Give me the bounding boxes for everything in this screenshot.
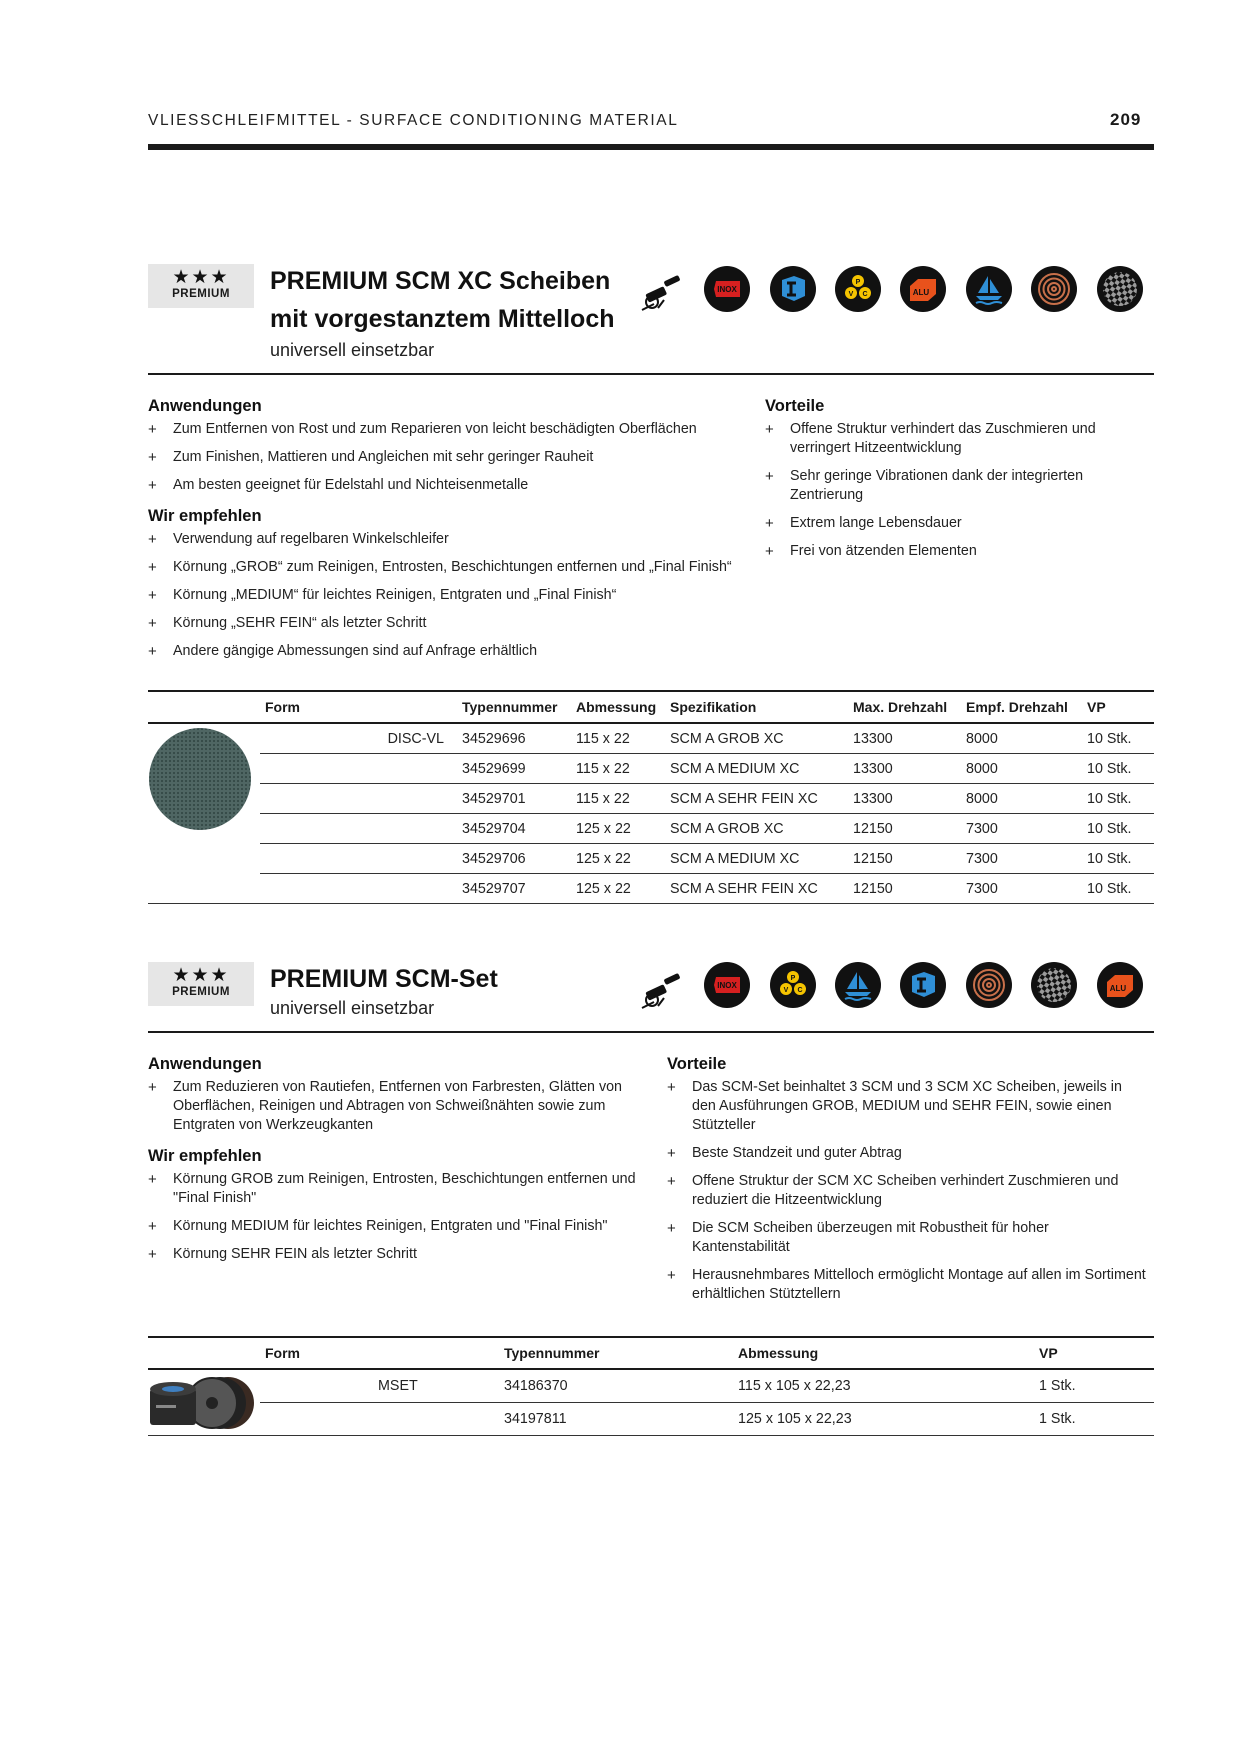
svg-text:C: C (862, 291, 868, 298)
col-header-typennummer: Typennummer (504, 1337, 738, 1369)
col-header-empf-drehzahl: Empf. Drehzahl (966, 691, 1087, 723)
page-number: 209 (1110, 110, 1142, 129)
col-header-max-drehzahl: Max. Drehzahl (853, 691, 966, 723)
list-item: + Die SCM Scheiben überzeugen mit Robustheit für hoher Kantenstabilität (667, 1219, 1147, 1257)
col-header-vp: VP (1039, 1337, 1154, 1369)
angle-grinder-icon (640, 268, 686, 319)
list-item: + Körnung MEDIUM für leichtes Reinigen, Entgraten und "Final Finish" (148, 1217, 658, 1236)
premium-badge (148, 264, 254, 308)
vorteile-heading: Vorteile (667, 1055, 727, 1073)
cell-empf-drehzahl: 7300 (966, 844, 1087, 874)
anwendungen-heading: Anwendungen (148, 1055, 262, 1073)
col-header-form: Form (148, 1337, 504, 1369)
cell-empf-drehzahl: 8000 (966, 754, 1087, 784)
list-item: + Sehr geringe Vibrationen dank der integrierten Zentrierung (765, 467, 1125, 505)
table-row (148, 754, 1154, 784)
pvc-icon (770, 962, 816, 1008)
cell-abmessung: 125 x 22 (576, 844, 670, 874)
composite-icon (1097, 266, 1143, 312)
table-row (148, 723, 1154, 754)
rating-stars-icon: ★★★ (172, 267, 230, 288)
alu-icon (1097, 962, 1143, 1008)
cell-typennummer: 34529701 (462, 784, 576, 814)
cell-typennummer: 34197811 (504, 1403, 738, 1436)
empfehlen-list (148, 1170, 658, 1273)
anwendungen-heading: Anwendungen (148, 397, 262, 415)
svg-text:ALU: ALU (912, 288, 930, 297)
list-item: + Das SCM-Set beinhaltet 3 SCM und 3 SCM XC Scheiben, jeweils in den Ausführungen GROB, MEDIUM und SEHR FEIN, sowie einen Stützteller (667, 1078, 1147, 1135)
cell-abmessung: 125 x 22 (576, 814, 670, 844)
cell-typennummer: 34529707 (462, 874, 576, 904)
cell-abmessung: 115 x 105 x 22,23 (738, 1369, 1039, 1403)
cell-spezifikation: SCM A GROB XC (670, 723, 853, 754)
rating-stars-icon: ★★★ (172, 965, 230, 986)
marine-icon (835, 962, 881, 1008)
cell-typennummer: 34529706 (462, 844, 576, 874)
product-table (148, 1336, 1154, 1436)
marine-icon (966, 266, 1012, 312)
wood-icon (1031, 266, 1077, 312)
pvc-icon (835, 266, 881, 312)
col-header-form: Form (148, 691, 462, 723)
cell-abmessung: 125 x 22 (576, 874, 670, 904)
vorteile-list (765, 420, 1125, 570)
cell-empf-drehzahl: 8000 (966, 723, 1087, 754)
svg-text:P: P (790, 975, 796, 982)
form-label: MSET (260, 1369, 504, 1403)
cell-abmessung: 115 x 22 (576, 754, 670, 784)
list-item: + Am besten geeignet für Edelstahl und Nichteisenmetalle (148, 476, 748, 495)
cell-abmessung: 125 x 105 x 22,23 (738, 1403, 1039, 1436)
cell-empf-drehzahl: 7300 (966, 874, 1087, 904)
cell-max-drehzahl: 13300 (853, 784, 966, 814)
list-item: + Zum Entfernen von Rost und zum Reparieren von leicht beschädigten Oberflächen (148, 420, 748, 439)
anwendungen-list (148, 1078, 648, 1144)
list-item: + Andere gängige Abmessungen sind auf Anfrage erhältlich (148, 642, 768, 661)
list-item: + Extrem lange Lebensdauer (765, 514, 1125, 533)
inox-icon (704, 266, 750, 312)
table-row (148, 814, 1154, 844)
cell-abmessung: 115 x 22 (576, 723, 670, 754)
cell-spezifikation: SCM A SEHR FEIN XC (670, 784, 853, 814)
cell-vp: 10 Stk. (1087, 844, 1154, 874)
product-title: PREMIUM SCM XC Scheiben (270, 267, 611, 295)
section-rule (148, 373, 1154, 375)
svg-text:ALU: ALU (1109, 984, 1127, 993)
svg-text:INOX: INOX (717, 285, 737, 294)
steel-icon (900, 962, 946, 1008)
cell-spezifikation: SCM A MEDIUM XC (670, 844, 853, 874)
table-row (148, 1369, 1154, 1403)
product-subtitle: universell einsetzbar (270, 340, 435, 360)
cell-vp: 10 Stk. (1087, 784, 1154, 814)
header-rule (148, 144, 1154, 150)
list-item: + Körnung „SEHR FEIN“ als letzter Schritt (148, 614, 768, 633)
disc-product-image (148, 727, 252, 831)
cell-max-drehzahl: 13300 (853, 754, 966, 784)
cell-typennummer: 34186370 (504, 1369, 738, 1403)
list-item: + Offene Struktur verhindert das Zuschmieren und verringert Hitzeentwicklung (765, 420, 1125, 458)
cell-typennummer: 34529699 (462, 754, 576, 784)
running-header-title: VLIESSCHLEIFMITTEL - SURFACE CONDITIONING MATERIAL (148, 112, 679, 129)
col-header-typennummer: Typennummer (462, 691, 576, 723)
product-title: PREMIUM SCM-Set (270, 965, 498, 993)
table-row (148, 784, 1154, 814)
cell-spezifikation: SCM A MEDIUM XC (670, 754, 853, 784)
cell-vp: 10 Stk. (1087, 723, 1154, 754)
cell-vp: 10 Stk. (1087, 874, 1154, 904)
cell-spezifikation: SCM A SEHR FEIN XC (670, 874, 853, 904)
vorteile-list (667, 1078, 1147, 1313)
svg-text:INOX: INOX (717, 981, 737, 990)
cell-max-drehzahl: 12150 (853, 874, 966, 904)
premium-badge (148, 962, 254, 1006)
list-item: + Verwendung auf regelbaren Winkelschleifer (148, 530, 768, 549)
col-header-vp: VP (1087, 691, 1154, 723)
premium-badge-label: PREMIUM (172, 986, 230, 998)
empfehlen-heading: Wir empfehlen (148, 507, 262, 525)
form-label: DISC-VL (260, 723, 462, 754)
list-item: + Körnung „GROB“ zum Reinigen, Entrosten, Beschichtungen entfernen und „Final Finish“ (148, 558, 768, 577)
cell-max-drehzahl: 13300 (853, 723, 966, 754)
alu-icon (900, 266, 946, 312)
svg-text:V: V (783, 987, 789, 994)
table-row (148, 874, 1154, 904)
cell-vp: 10 Stk. (1087, 754, 1154, 784)
cell-vp: 1 Stk. (1039, 1403, 1154, 1436)
product-image-cell (148, 723, 260, 904)
cell-empf-drehzahl: 7300 (966, 814, 1087, 844)
col-header-spezifikation: Spezifikation (670, 691, 853, 723)
list-item: + Frei von ätzenden Elementen (765, 542, 1125, 561)
anwendungen-list (148, 420, 748, 504)
set-product-image (148, 1375, 256, 1431)
cell-typennummer: 34529696 (462, 723, 576, 754)
list-item: + Herausnehmbares Mittelloch ermöglicht Montage auf allen im Sortiment erhältlichen Stütztellern (667, 1266, 1147, 1304)
col-header-abmessung: Abmessung (576, 691, 670, 723)
table-row (148, 1403, 1154, 1436)
composite-icon (1031, 962, 1077, 1008)
empfehlen-list (148, 530, 768, 670)
cell-max-drehzahl: 12150 (853, 814, 966, 844)
list-item: + Zum Finishen, Mattieren und Angleichen mit sehr geringer Rauheit (148, 448, 748, 467)
list-item: + Beste Standzeit und guter Abtrag (667, 1144, 1147, 1163)
svg-text:V: V (848, 291, 854, 298)
svg-text:P: P (855, 279, 861, 286)
cell-max-drehzahl: 12150 (853, 844, 966, 874)
col-header-abmessung: Abmessung (738, 1337, 1039, 1369)
product-image-cell (148, 1369, 260, 1436)
empfehlen-heading: Wir empfehlen (148, 1147, 262, 1165)
svg-text:C: C (797, 987, 803, 994)
product-subtitle: universell einsetzbar (270, 998, 435, 1018)
list-item: + Körnung SEHR FEIN als letzter Schritt (148, 1245, 658, 1264)
steel-icon (770, 266, 816, 312)
cell-empf-drehzahl: 8000 (966, 784, 1087, 814)
table-row (148, 844, 1154, 874)
product-title-line2: mit vorgestanztem Mittelloch (270, 305, 615, 333)
inox-icon (704, 962, 750, 1008)
vorteile-heading: Vorteile (765, 397, 825, 415)
cell-abmessung: 115 x 22 (576, 784, 670, 814)
list-item: + Offene Struktur der SCM XC Scheiben verhindert Zuschmieren und reduziert die Hitzeentwicklung (667, 1172, 1147, 1210)
premium-badge-label: PREMIUM (172, 288, 230, 300)
product-table (148, 690, 1154, 904)
list-item: + Körnung GROB zum Reinigen, Entrosten, Beschichtungen entfernen und "Final Finish" (148, 1170, 658, 1208)
angle-grinder-icon (640, 966, 686, 1017)
cell-typennummer: 34529704 (462, 814, 576, 844)
wood-icon (966, 962, 1012, 1008)
cell-vp: 10 Stk. (1087, 814, 1154, 844)
list-item: + Zum Reduzieren von Rautiefen, Entfernen von Farbresten, Glätten von Oberflächen, Reinigen und Abtragen von Schweißnähten sowie zum Entgraten von Werkzeugkanten (148, 1078, 648, 1135)
cell-vp: 1 Stk. (1039, 1369, 1154, 1403)
section-rule (148, 1031, 1154, 1033)
cell-spezifikation: SCM A GROB XC (670, 814, 853, 844)
list-item: + Körnung „MEDIUM“ für leichtes Reinigen, Entgraten und „Final Finish“ (148, 586, 768, 605)
